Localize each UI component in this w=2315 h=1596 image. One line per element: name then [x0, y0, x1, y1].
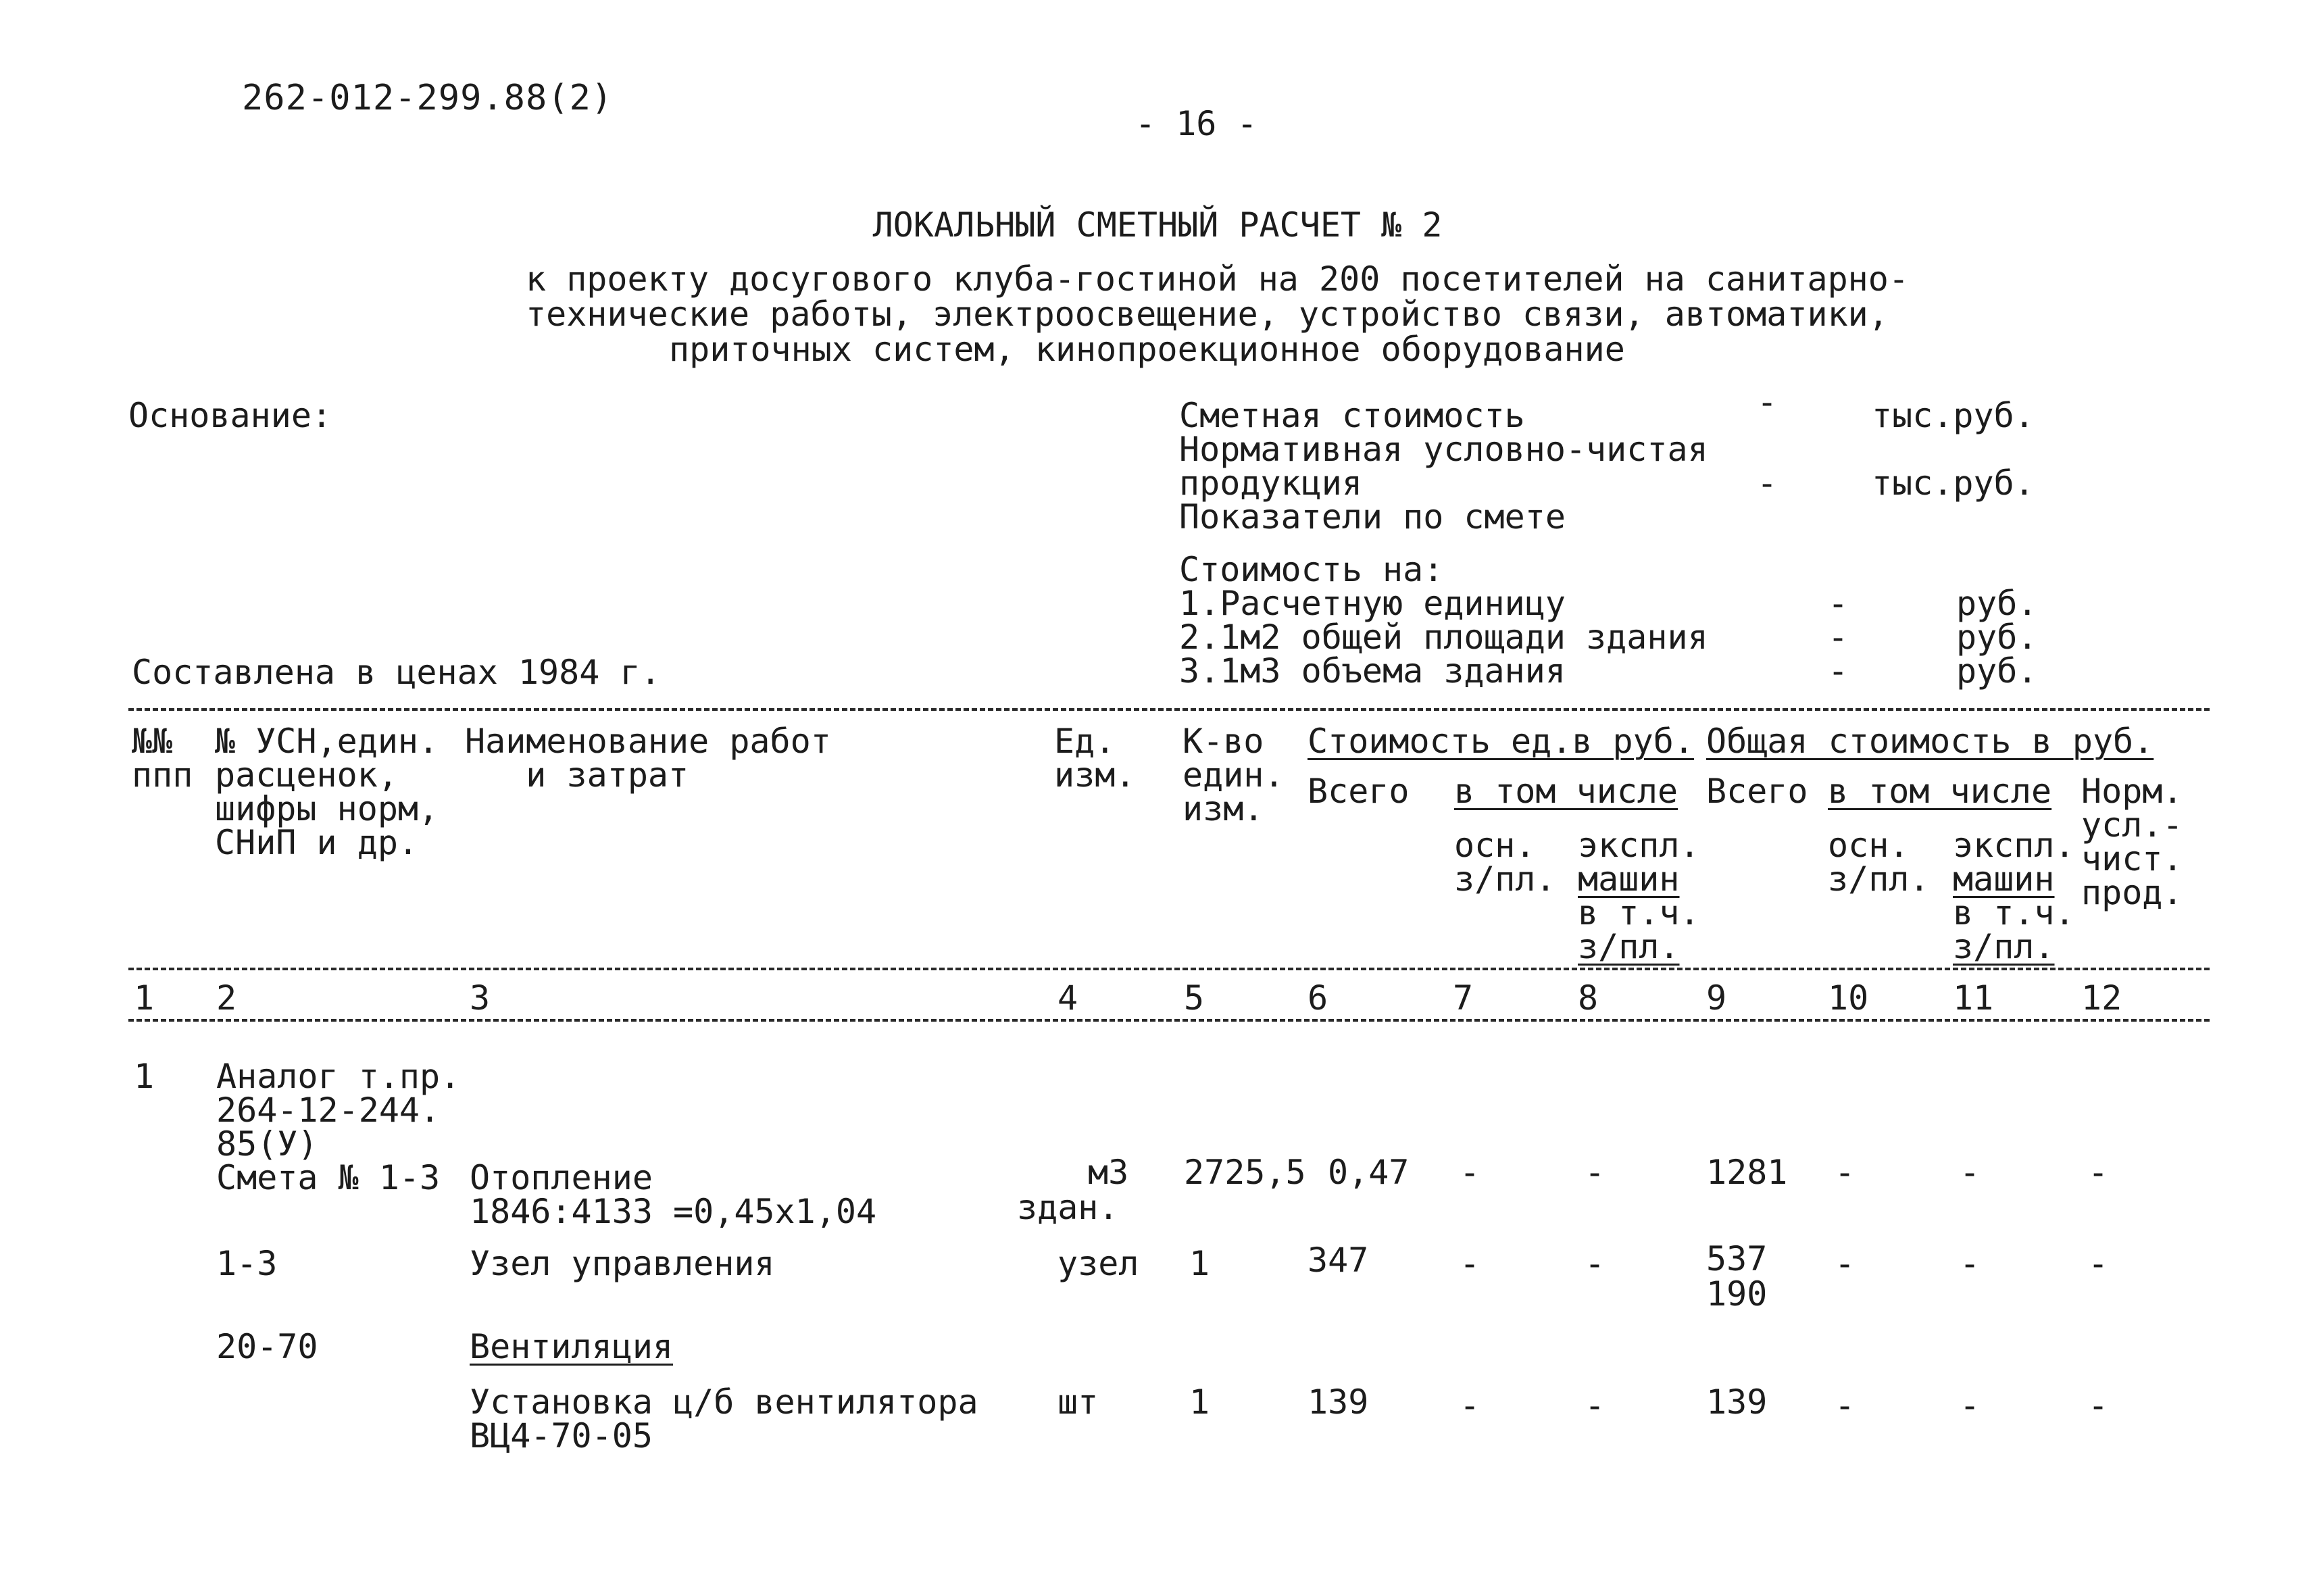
section-title: Вентиляция	[470, 1327, 674, 1366]
row-cell: -	[1460, 1153, 1480, 1192]
header-col5-line2: един.	[1183, 755, 1285, 795]
row-reference: Аналог т.пр.	[216, 1057, 461, 1096]
page-number: - 16 -	[1135, 104, 1258, 143]
subtitle-line-3: приточных систем, кинопроекционное оборудование	[669, 330, 1625, 369]
row-work-name: Установка ц/б вентилятора	[470, 1382, 978, 1422]
header-col2-line3: шифры норм,	[215, 789, 439, 828]
header-col2-line1: № УСН,един.	[215, 722, 439, 761]
machines-header-4: з/пл.	[1953, 927, 2055, 966]
prices-note: Составлена в ценах 1984 г.	[132, 653, 661, 692]
per-item-label: 3.1м3 объема здания	[1179, 651, 1566, 691]
document-code: 262-012-299.88(2)	[242, 78, 614, 118]
norm-product-header-1: Норм.	[2081, 772, 2183, 811]
row-unit: здан.	[1017, 1188, 1119, 1227]
row-reference: 20-70	[216, 1327, 318, 1366]
machines-header-2: машин	[1578, 859, 1680, 899]
row-total: 190	[1706, 1274, 1768, 1314]
row-work-name: ВЦ4-70-05	[470, 1416, 653, 1455]
basis-label: Основание:	[128, 396, 332, 435]
normative-unit: тыс.руб.	[1872, 464, 2035, 503]
machines-header-3: в т.ч.	[1578, 893, 1700, 932]
row-cell: -	[1585, 1386, 1605, 1425]
row-unit-price: 139	[1308, 1382, 1369, 1422]
total-cost-group-header: Общая стоимость в руб.	[1706, 722, 2154, 761]
row-cell: -	[1960, 1244, 1981, 1283]
per-item-dash: -	[1828, 651, 1849, 691]
column-number: 1	[134, 978, 155, 1018]
row-total: 1281	[1706, 1153, 1788, 1192]
normative-dash: -	[1757, 464, 1778, 503]
row-unit-price: 347	[1308, 1241, 1369, 1280]
row-cell: -	[1960, 1386, 1981, 1425]
normative-label-1: Нормативная условно-чистая	[1179, 430, 1708, 469]
estimated-cost-unit: тыс.руб.	[1872, 396, 2035, 435]
row-quantity: 1	[1189, 1382, 1210, 1422]
column-number: 10	[1828, 978, 1869, 1018]
column-number: 8	[1578, 978, 1599, 1018]
header-col5-line3: изм.	[1183, 789, 1264, 828]
column-number: 3	[470, 978, 491, 1018]
per-item-unit: руб.	[1956, 651, 2038, 691]
machines-header-2: машин	[1953, 859, 2055, 899]
table-top-rule	[128, 708, 2210, 711]
per-item-label: 1.Расчетную единицу	[1179, 584, 1566, 623]
unit-cost-group-header: Стоимость ед.в руб.	[1308, 722, 1694, 761]
column-number: 5	[1184, 978, 1205, 1018]
per-item-unit: руб.	[1956, 584, 2038, 623]
header-col1-line1: №№	[132, 722, 173, 761]
machines-header-4: з/пл.	[1578, 927, 1680, 966]
norm-product-header-2: усл.-	[2081, 805, 2183, 845]
row-quantity: 2725,5	[1184, 1153, 1306, 1192]
normative-label-2: продукция	[1179, 464, 1362, 503]
row-cell: -	[2088, 1153, 2109, 1192]
header-col2-line2: расценок,	[215, 755, 398, 795]
row-reference: 264-12-244.	[216, 1091, 441, 1130]
column-number: 4	[1057, 978, 1078, 1018]
per-item-dash: -	[1828, 584, 1849, 623]
overall-total-header: Всего	[1706, 772, 1808, 811]
cost-per-label: Стоимость на:	[1179, 550, 1444, 589]
row-reference: 1-3	[216, 1244, 278, 1283]
row-unit-price: 0,47	[1328, 1153, 1410, 1192]
row-cell: -	[1835, 1153, 1856, 1192]
row-reference: Смета № 1-3	[216, 1158, 441, 1197]
column-number: 11	[1953, 978, 1994, 1018]
per-item-label: 2.1м2 общей площади здания	[1179, 618, 1708, 657]
norm-product-header-4: прод.	[2081, 873, 2183, 912]
column-number: 9	[1706, 978, 1727, 1018]
base-wage-header-1: осн.	[1454, 826, 1536, 865]
row-work-name: Отопление	[470, 1158, 653, 1197]
base-wage-header-1: осн.	[1828, 826, 1910, 865]
norm-product-header-3: чист.	[2081, 839, 2183, 878]
header-col2-line4: СНиП и др.	[215, 823, 419, 862]
row-quantity: 1	[1189, 1244, 1210, 1283]
indicators-label: Показатели по смете	[1179, 497, 1566, 537]
unit-including-header: в том числе	[1454, 772, 1678, 811]
header-col3-line1: Наименование работ	[465, 722, 831, 761]
estimated-cost-dash: -	[1757, 382, 1778, 422]
header-col4-line2: изм.	[1054, 755, 1136, 795]
row-cell: -	[1585, 1153, 1605, 1192]
row-total: 139	[1706, 1382, 1768, 1422]
subtitle-line-2: технические работы, электроосвещение, устройство связи, автоматики,	[526, 295, 1889, 334]
column-number: 12	[2081, 978, 2122, 1018]
per-item-unit: руб.	[1956, 618, 2038, 657]
row-cell: -	[1585, 1244, 1605, 1283]
row-cell: -	[1835, 1244, 1856, 1283]
row-number: 1	[134, 1057, 155, 1096]
machines-header-1: экспл.	[1953, 826, 2075, 865]
column-number: 7	[1453, 978, 1474, 1018]
column-number-rule	[128, 1019, 2210, 1022]
row-cell: -	[1460, 1244, 1480, 1283]
row-work-name: 1846:4133 =0,45х1,04	[470, 1192, 877, 1231]
row-reference: 85(У)	[216, 1124, 318, 1164]
document-title: ЛОКАЛЬНЫЙ СМЕТНЫЙ РАСЧЕТ № 2	[872, 205, 1443, 245]
row-unit: м3	[1088, 1153, 1129, 1192]
row-cell: -	[1460, 1386, 1480, 1425]
column-number: 6	[1308, 978, 1328, 1018]
header-col3-line2: и затрат	[465, 755, 689, 795]
unit-total-header: Всего	[1308, 772, 1410, 811]
row-unit: шт	[1057, 1382, 1099, 1422]
header-col5-line1: К-во	[1183, 722, 1264, 761]
machines-header-1: экспл.	[1578, 826, 1700, 865]
estimated-cost-label: Сметная стоимость	[1179, 396, 1525, 435]
column-number: 2	[216, 978, 237, 1018]
per-item-dash: -	[1828, 618, 1849, 657]
header-bottom-rule	[128, 968, 2210, 970]
row-cell: -	[2088, 1244, 2109, 1283]
row-cell: -	[1835, 1386, 1856, 1425]
row-cell: -	[1960, 1153, 1981, 1192]
header-col4-line1: Ед.	[1054, 722, 1116, 761]
overall-including-header: в том числе	[1828, 772, 2052, 811]
row-cell: -	[2088, 1386, 2109, 1425]
base-wage-header-2: з/пл.	[1454, 859, 1556, 899]
header-col1-line2: ппп	[132, 755, 193, 795]
row-work-name: Узел управления	[470, 1244, 775, 1283]
row-total: 537	[1706, 1239, 1768, 1278]
machines-header-3: в т.ч.	[1953, 893, 2075, 932]
base-wage-header-2: з/пл.	[1828, 859, 1930, 899]
subtitle-line-1: к проекту досугового клуба-гостиной на 200 посетителей на санитарно-	[526, 259, 1909, 299]
row-unit: узел	[1057, 1244, 1139, 1283]
